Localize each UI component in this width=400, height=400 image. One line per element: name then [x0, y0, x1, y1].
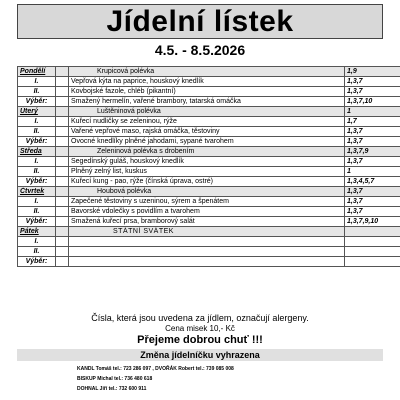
- day-row: [18, 67, 400, 77]
- dish-allergens: [345, 257, 400, 267]
- order-checkbox[interactable]: [56, 117, 69, 127]
- page-title: Jídelní lístek: [106, 4, 294, 38]
- dish-allergens: 1,7: [345, 117, 400, 127]
- contacts: [77, 364, 377, 394]
- dish-name: Vepřová kýta na paprice, houskový knedlík: [69, 77, 345, 87]
- order-checkbox[interactable]: [56, 67, 69, 77]
- dish-name: [69, 257, 345, 267]
- contact-line: DOHNAL Jiří tel.: 732 600 911: [77, 386, 147, 392]
- date-range: 4.5. - 8.5.2026: [154, 42, 246, 58]
- dish-name: Ovocné knedlíky plněné jahodami, sypané tvarohem: [69, 137, 345, 147]
- dish-allergens: 1,3,7: [345, 127, 400, 137]
- good-appetite: Přejeme dobrou chuť !!!: [137, 334, 263, 346]
- dish-row: [18, 217, 400, 227]
- dish-allergens: [345, 237, 400, 247]
- order-checkbox[interactable]: [56, 247, 69, 257]
- dish-name: Segedínský guláš, houskový knedlík: [69, 157, 345, 167]
- dish-row: [18, 177, 400, 187]
- dish-name: Kuřecí nudličky se zeleninou, rýže: [69, 117, 345, 127]
- order-checkbox[interactable]: [56, 227, 69, 237]
- dish-label: II.: [18, 247, 56, 257]
- dish-row: [18, 257, 400, 267]
- day-name: Čtvrtek: [18, 187, 56, 197]
- dish-row: [18, 167, 400, 177]
- dish-label: I.: [18, 157, 56, 167]
- dish-label: Výběr:: [18, 217, 56, 227]
- dish-allergens: 1,3,7: [345, 207, 400, 217]
- order-checkbox[interactable]: [56, 157, 69, 167]
- order-checkbox[interactable]: [56, 177, 69, 187]
- soup-name: Zeleninová polévka s drobením: [69, 147, 345, 157]
- order-checkbox[interactable]: [56, 77, 69, 87]
- dish-allergens: 1,3,7: [345, 87, 400, 97]
- soup-allergens: 1,9: [345, 67, 400, 77]
- order-checkbox[interactable]: [56, 217, 69, 227]
- dish-label: Výběr:: [18, 177, 56, 187]
- day-name: Pátek: [18, 227, 56, 237]
- dish-name: Plněný zelný list, kuskus: [69, 167, 345, 177]
- dish-label: I.: [18, 197, 56, 207]
- dish-label: II.: [18, 207, 56, 217]
- dish-name: Smažená kuřecí prsa, bramborový salát: [69, 217, 345, 227]
- dish-label: I.: [18, 237, 56, 247]
- dish-row: [18, 157, 400, 167]
- dish-allergens: 1,3,4,5,7: [345, 177, 400, 187]
- dish-allergens: 1,3,7,10: [345, 97, 400, 107]
- dish-allergens: 1,3,7: [345, 137, 400, 147]
- dish-row: [18, 207, 400, 217]
- dish-label: Výběr:: [18, 137, 56, 147]
- allergen-note: Čísla, která jsou uvedena za jídlem, označují alergeny.: [91, 313, 309, 323]
- soup-name: Krupicová polévka: [69, 67, 345, 77]
- soup-name: STÁTNÍ SVÁTEK: [69, 227, 345, 237]
- dish-label: II.: [18, 127, 56, 137]
- dish-allergens: 1: [345, 167, 400, 177]
- day-row: [18, 107, 400, 117]
- dish-allergens: 1,3,7: [345, 157, 400, 167]
- dish-label: I.: [18, 77, 56, 87]
- order-checkbox[interactable]: [56, 257, 69, 267]
- dish-row: [18, 137, 400, 147]
- dish-label: I.: [18, 117, 56, 127]
- soup-allergens: 1: [345, 107, 400, 117]
- price-note: Cena misek 10,- Kč: [165, 324, 235, 333]
- dish-allergens: 1,3,7: [345, 77, 400, 87]
- dish-name: Smažený hermelín, vařené brambory, tatarská omáčka: [69, 97, 345, 107]
- dish-row: [18, 197, 400, 207]
- soup-name: Houbová polévka: [69, 187, 345, 197]
- title-banner: [17, 4, 383, 39]
- dish-name: Bavorské vdolečky s povidlím a tvarohem: [69, 207, 345, 217]
- order-checkbox[interactable]: [56, 97, 69, 107]
- menu-table: [17, 66, 400, 267]
- menu-sheet: [17, 0, 383, 400]
- day-name: Středa: [18, 147, 56, 157]
- dish-name: Kuřecí kung - pao, rýže (čínská úprava, ostré): [69, 177, 345, 187]
- day-row: [18, 187, 400, 197]
- dish-name: [69, 237, 345, 247]
- dish-label: Výběr:: [18, 97, 56, 107]
- dish-row: [18, 237, 400, 247]
- order-checkbox[interactable]: [56, 107, 69, 117]
- soup-allergens: 1,3,7: [345, 187, 400, 197]
- dish-name: [69, 247, 345, 257]
- order-checkbox[interactable]: [56, 147, 69, 157]
- order-checkbox[interactable]: [56, 187, 69, 197]
- soup-allergens: 1,3,7,9: [345, 147, 400, 157]
- day-name: Pondělí: [18, 67, 56, 77]
- dish-label: Výběr:: [18, 257, 56, 267]
- day-row: [18, 147, 400, 157]
- order-checkbox[interactable]: [56, 87, 69, 97]
- order-checkbox[interactable]: [56, 207, 69, 217]
- order-checkbox[interactable]: [56, 237, 69, 247]
- order-checkbox[interactable]: [56, 127, 69, 137]
- dish-allergens: [345, 247, 400, 257]
- order-checkbox[interactable]: [56, 137, 69, 147]
- dish-row: [18, 127, 400, 137]
- contact-line: BISKUP Michal tel.: 736 480 618: [77, 376, 153, 382]
- dish-allergens: 1,3,7,9,10: [345, 217, 400, 227]
- soup-name: Luštěninová polévka: [69, 107, 345, 117]
- dish-name: Kovbojské fazole, chléb (pikantní): [69, 87, 345, 97]
- day-row: [18, 227, 400, 237]
- dish-row: [18, 117, 400, 127]
- dish-row: [18, 87, 400, 97]
- dish-row: [18, 77, 400, 87]
- dish-row: [18, 247, 400, 257]
- dish-allergens: 1,3,7: [345, 197, 400, 207]
- soup-allergens: [345, 227, 400, 237]
- dish-row: [18, 97, 400, 107]
- order-checkbox[interactable]: [56, 167, 69, 177]
- dish-name: Vařené vepřové maso, rajská omáčka, těstoviny: [69, 127, 345, 137]
- dish-label: II.: [18, 167, 56, 177]
- order-checkbox[interactable]: [56, 197, 69, 207]
- change-notice: Změna jídelníčku vyhrazena: [17, 349, 383, 361]
- day-name: Úterý: [18, 107, 56, 117]
- contact-line: KANDL Tomáš tel.: 723 286 097 , DVOŘÁK Robert tel.: 739 085 008: [77, 366, 234, 372]
- dish-label: II.: [18, 87, 56, 97]
- dish-name: Zapečené těstoviny s uzeninou, sýrem a špenátem: [69, 197, 345, 207]
